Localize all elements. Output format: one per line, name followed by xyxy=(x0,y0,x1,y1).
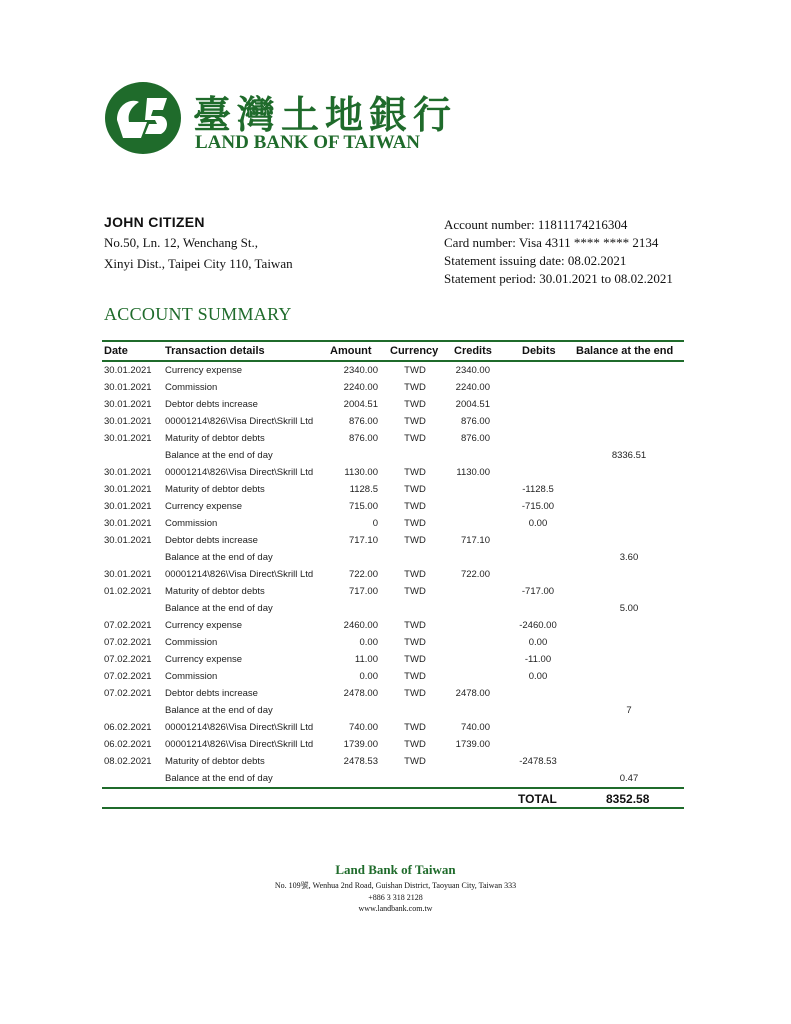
cell-currency: TWD xyxy=(404,671,426,682)
cell-amount: 2004.51 xyxy=(343,399,378,410)
table-row xyxy=(102,379,684,396)
cell-currency: TWD xyxy=(404,467,426,478)
customer-address-line1: No.50, Ln. 12, Wenchang St., xyxy=(104,235,258,250)
table-row xyxy=(102,447,684,464)
cell-date: 30.01.2021 xyxy=(104,535,152,546)
cell-amount: 0 xyxy=(372,518,378,529)
bank-chinese-name: 臺灣土地銀行 xyxy=(193,93,458,137)
cell-details: Debtor debts increase xyxy=(165,399,258,410)
cell-details: Maturity of debtor debts xyxy=(165,433,265,444)
cell-details: Maturity of debtor debts xyxy=(165,756,265,767)
cell-credits: 2004.51 xyxy=(455,399,490,410)
cell-currency: TWD xyxy=(404,484,426,495)
table-bottom-rule xyxy=(102,807,684,809)
cell-credits: 2240.00 xyxy=(455,382,490,393)
cell-currency: TWD xyxy=(404,518,426,529)
cell-amount: 1739.00 xyxy=(343,739,378,750)
table-row xyxy=(102,600,684,617)
cell-credits: 722.00 xyxy=(460,569,490,580)
cell-date: 07.02.2021 xyxy=(104,688,152,699)
account-info-block xyxy=(444,217,673,289)
cell-credits: 740.00 xyxy=(460,722,490,733)
table-row xyxy=(102,464,684,481)
cell-details: 00001214\826\Visa Direct\Skrill Ltd xyxy=(165,416,314,427)
cell-debits: -715.00 xyxy=(521,501,555,512)
cell-amount: 717.00 xyxy=(348,586,378,597)
cell-balance: 0.47 xyxy=(619,773,639,784)
cell-currency: TWD xyxy=(404,399,426,410)
cell-details: Balance at the end of day xyxy=(165,773,273,784)
cell-details: 00001214\826\Visa Direct\Skrill Ltd xyxy=(165,467,314,478)
cell-date: 30.01.2021 xyxy=(104,416,152,427)
table-row xyxy=(102,770,684,787)
cell-date: 06.02.2021 xyxy=(104,722,152,733)
transactions-table xyxy=(102,340,684,809)
table-row xyxy=(102,498,684,515)
cell-credits: 2478.00 xyxy=(455,688,490,699)
total-row xyxy=(102,789,684,807)
table-row xyxy=(102,651,684,668)
cell-credits: 1130.00 xyxy=(456,467,490,478)
cell-amount: 11.00 xyxy=(354,654,378,665)
cell-amount: 0.00 xyxy=(359,671,378,682)
cell-balance: 7 xyxy=(626,705,632,716)
table-row xyxy=(102,736,684,753)
cell-date: 30.01.2021 xyxy=(104,518,152,529)
cell-amount: 2240.00 xyxy=(343,382,378,393)
cell-details: Maturity of debtor debts xyxy=(165,586,265,597)
cell-balance: 8336.51 xyxy=(611,450,647,461)
cell-details: Currency expense xyxy=(165,365,243,376)
cell-currency: TWD xyxy=(404,654,426,665)
bank-english-name: LAND BANK OF TAIWAN xyxy=(195,132,421,153)
cell-currency: TWD xyxy=(404,756,426,767)
table-row xyxy=(102,617,684,634)
cell-date: 30.01.2021 xyxy=(104,569,152,580)
cell-amount: 0.00 xyxy=(359,637,378,648)
cell-date: 07.02.2021 xyxy=(104,637,152,648)
cell-details: Balance at the end of day xyxy=(165,450,273,461)
table-row xyxy=(102,430,684,447)
header-debits: Debits xyxy=(522,345,556,357)
cell-date: 07.02.2021 xyxy=(104,654,152,665)
cell-currency: TWD xyxy=(404,620,426,631)
cell-date: 30.01.2021 xyxy=(104,484,152,495)
table-row xyxy=(102,634,684,651)
cell-amount: 2478.53 xyxy=(343,756,378,767)
cell-details: Currency expense xyxy=(165,620,243,631)
cell-amount: 2460.00 xyxy=(343,620,378,631)
header-credits: Credits xyxy=(454,345,492,357)
cell-details: Balance at the end of day xyxy=(165,552,273,563)
table-row xyxy=(102,566,684,583)
cell-details: Commission xyxy=(165,518,218,529)
cell-amount: 2340.00 xyxy=(343,365,378,376)
account-number: Account number: 11811174216304 xyxy=(444,217,628,232)
cell-currency: TWD xyxy=(404,416,426,427)
cell-currency: TWD xyxy=(404,569,426,580)
cell-details: 00001214\826\Visa Direct\Skrill Ltd xyxy=(165,722,314,733)
cell-currency: TWD xyxy=(404,722,426,733)
land-bank-emblem-icon xyxy=(103,80,183,156)
cell-details: Balance at the end of day xyxy=(165,705,273,716)
cell-debits: -2460.00 xyxy=(519,620,557,631)
statement-issuing-date: Statement issuing date: 08.02.2021 xyxy=(444,253,627,268)
cell-date: 01.02.2021 xyxy=(104,586,152,597)
table-header xyxy=(102,342,684,360)
cell-date: 30.01.2021 xyxy=(104,433,152,444)
customer-name: JOHN CITIZEN xyxy=(104,214,205,230)
table-row xyxy=(102,583,684,600)
card-number: Card number: Visa 4311 **** **** 2134 xyxy=(444,235,659,250)
cell-amount: 876.00 xyxy=(348,433,378,444)
cell-amount: 722.00 xyxy=(348,569,378,580)
cell-credits: 876.00 xyxy=(460,416,490,427)
table-row xyxy=(102,515,684,532)
cell-currency: TWD xyxy=(404,739,426,750)
cell-date: 30.01.2021 xyxy=(104,501,152,512)
cell-amount: 740.00 xyxy=(348,722,378,733)
footer-phone: +886 3 318 2128 xyxy=(368,893,423,902)
total-label: TOTAL xyxy=(518,792,557,806)
header-amount: Amount xyxy=(330,345,372,357)
cell-debits: -1128.5 xyxy=(522,484,554,495)
cell-details: Currency expense xyxy=(165,501,243,512)
cell-details: Maturity of debtor debts xyxy=(165,484,265,495)
cell-debits: 0.00 xyxy=(528,637,548,648)
cell-date: 07.02.2021 xyxy=(104,620,152,631)
cell-currency: TWD xyxy=(404,535,426,546)
cell-details: Commission xyxy=(165,637,218,648)
cell-debits: -2478.53 xyxy=(519,756,557,767)
cell-amount: 876.00 xyxy=(348,416,378,427)
cell-details: Debtor debts increase xyxy=(165,535,258,546)
cell-debits: -717.00 xyxy=(521,586,555,597)
cell-date: 30.01.2021 xyxy=(104,467,152,478)
table-row xyxy=(102,362,684,379)
cell-amount: 715.00 xyxy=(348,501,378,512)
cell-credits: 717.10 xyxy=(460,535,490,546)
cell-currency: TWD xyxy=(404,688,426,699)
cell-amount: 2478.00 xyxy=(343,688,378,699)
cell-details: 00001214\826\Visa Direct\Skrill Ltd xyxy=(165,739,314,750)
cell-balance: 3.60 xyxy=(619,552,639,563)
footer xyxy=(0,862,791,913)
header-details: Transaction details xyxy=(165,345,265,357)
cell-details: 00001214\826\Visa Direct\Skrill Ltd xyxy=(165,569,314,580)
cell-currency: TWD xyxy=(404,433,426,444)
cell-details: Commission xyxy=(165,382,218,393)
cell-amount: 717.10 xyxy=(348,535,378,546)
cell-date: 08.02.2021 xyxy=(104,756,152,767)
footer-bank-name: Land Bank of Taiwan xyxy=(335,862,456,877)
bank-logo xyxy=(103,80,483,160)
cell-credits: 1739.00 xyxy=(455,739,490,750)
customer-address-line2: Xinyi Dist., Taipei City 110, Taiwan xyxy=(104,256,293,271)
cell-details: Debtor debts increase xyxy=(165,688,258,699)
header-balance: Balance at the end xyxy=(576,345,674,357)
cell-credits: 876.00 xyxy=(460,433,490,444)
cell-date: 06.02.2021 xyxy=(104,739,152,750)
table-row xyxy=(102,702,684,719)
table-row xyxy=(102,532,684,549)
cell-currency: TWD xyxy=(404,365,426,376)
cell-date: 30.01.2021 xyxy=(104,382,152,393)
cell-credits: 2340.00 xyxy=(455,365,490,376)
table-row xyxy=(102,753,684,770)
customer-block xyxy=(104,214,293,272)
table-row xyxy=(102,719,684,736)
statement-period: Statement period: 30.01.2021 to 08.02.2021 xyxy=(444,271,673,286)
cell-balance: 5.00 xyxy=(619,603,639,614)
cell-details: Balance at the end of day xyxy=(165,603,273,614)
cell-currency: TWD xyxy=(404,586,426,597)
cell-details: Commission xyxy=(165,671,218,682)
cell-currency: TWD xyxy=(404,637,426,648)
total-value: 8352.58 xyxy=(606,792,650,806)
cell-debits: -11.00 xyxy=(524,654,552,665)
table-row xyxy=(102,549,684,566)
footer-address: No. 109號, Wenhua 2nd Road, Guishan District, Taoyuan City, Taiwan 333 xyxy=(274,881,517,890)
cell-date: 07.02.2021 xyxy=(104,671,152,682)
cell-amount: 1130.00 xyxy=(344,467,378,478)
table-body xyxy=(102,362,684,787)
cell-currency: TWD xyxy=(404,382,426,393)
table-row xyxy=(102,413,684,430)
cell-date: 30.01.2021 xyxy=(104,399,152,410)
cell-debits: 0.00 xyxy=(528,671,548,682)
table-row xyxy=(102,396,684,413)
table-row xyxy=(102,685,684,702)
header-currency: Currency xyxy=(390,345,439,357)
table-row xyxy=(102,481,684,498)
cell-date: 30.01.2021 xyxy=(104,365,152,376)
account-summary-title: ACCOUNT SUMMARY xyxy=(104,304,292,324)
table-row xyxy=(102,668,684,685)
footer-website: www.landbank.com.tw xyxy=(358,904,433,913)
cell-currency: TWD xyxy=(404,501,426,512)
cell-debits: 0.00 xyxy=(528,518,548,529)
cell-amount: 1128.5 xyxy=(349,484,378,495)
header-date: Date xyxy=(104,345,128,357)
cell-details: Currency expense xyxy=(165,654,243,665)
